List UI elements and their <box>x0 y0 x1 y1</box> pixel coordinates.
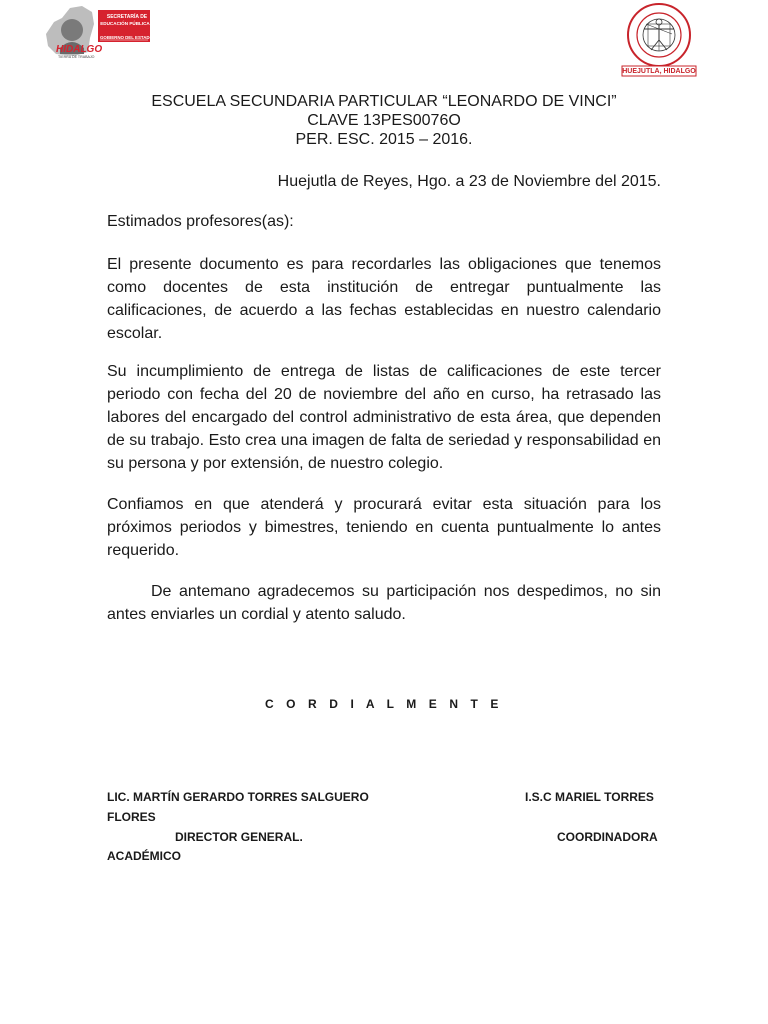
signature-right-title-cont: ACADÉMICO <box>107 849 181 863</box>
sep-hidalgo-logo <box>44 4 152 62</box>
signature-right-name-cont: FLORES <box>107 810 156 824</box>
closing-cordialmente: C O R D I A L M E N T E <box>264 697 504 711</box>
date-line: Huejutla de Reyes, Hgo. a 23 de Noviembre del 2015. <box>277 173 661 190</box>
body-paragraph-3: Confiamos en que atenderá y procurará evitar esta situación para los próximos periodos y bimestres, teniendo en cuenta puntualmente lo antes requerido. <box>107 496 661 559</box>
signature-right-name: I.S.C MARIEL TORRES <box>525 790 654 804</box>
school-clave: CLAVE 13PES0076O <box>307 112 461 129</box>
school-seal-logo <box>616 2 702 78</box>
logo-line1: SECRETARÍA DE <box>106 14 148 20</box>
signature-left-name: LIC. MARTÍN GERARDO TORRES SALGUERO <box>107 790 369 804</box>
logo-line2: EDUCACIÓN PÚBLICA <box>100 21 150 26</box>
school-period: PER. ESC. 2015 – 2016. <box>295 131 473 148</box>
signature-right-title: COORDINADORA <box>557 830 658 844</box>
logo-subtitle: TIERRA DE TRABAJO <box>58 55 95 59</box>
logo-hidalgo: HIDALGO <box>56 44 103 55</box>
body-paragraph-4: De antemano agradecemos su participación nos despedimos, no sin antes enviarles un cordial y atento saludo. <box>107 583 661 623</box>
body-paragraph-1: El presente documento es para recordarles las obligaciones que tenemos como docentes de esta institución de entregar puntualmente las calificaciones, de acuerdo a las fechas establecidas en nuestro calendario escolar. <box>107 256 661 342</box>
signature-left-title: DIRECTOR GENERAL. <box>175 830 303 844</box>
greeting: Estimados profesores(as): <box>107 213 294 230</box>
logo-line3: GOBIERNO DEL ESTADO <box>100 35 154 40</box>
school-name: ESCUELA SECUNDARIA PARTICULAR “LEONARDO DE VINCI” <box>151 93 617 110</box>
body-paragraph-2: Su incumplimiento de entrega de listas de calificaciones de este tercer periodo con fecha del 20 de noviembre del año en curso, ha retrasado las labores del encargado del control administrativo de esta área, que dependen de su trabajo. Esto crea una imagen de falta de seriedad y responsabilidad en su persona y por extensión, de nuestro colegio. <box>107 363 661 472</box>
seal-banner: HUEJUTLA, HIDALGO <box>622 68 696 75</box>
